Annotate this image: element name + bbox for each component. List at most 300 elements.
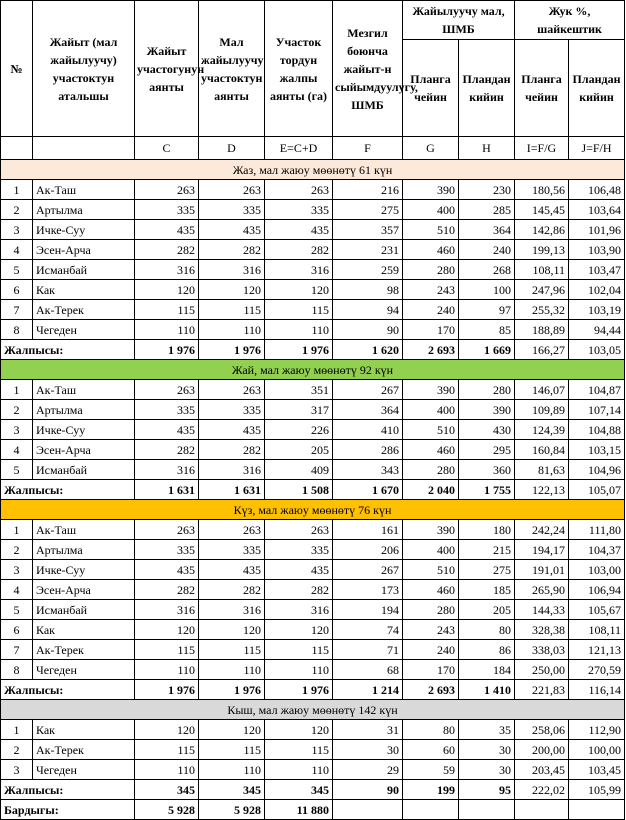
table-row [1,420,625,440]
table-cell: 191,01 [515,560,569,580]
table-cell: 115 [199,300,265,320]
table-cell: 194 [333,600,403,620]
table-cell: 285 [459,200,515,220]
total-cell: 90 [333,780,403,800]
table-cell: 263 [199,180,265,200]
table-row [1,580,625,600]
table-cell: Эсен-Арча [33,580,135,600]
table-cell: 161 [333,520,403,540]
table-cell: Эсен-Арча [33,440,135,460]
total-row [1,340,625,360]
table-cell: 103,00 [569,560,625,580]
table-cell: 435 [265,220,333,240]
table-cell: 316 [265,260,333,280]
table-cell: 282 [265,580,333,600]
table-cell: 101,96 [569,220,625,240]
table-cell: 317 [265,400,333,420]
total-cell: 345 [199,780,265,800]
table-cell: 4 [1,580,33,600]
header-ij-group: Жук %, шайкештик [515,1,625,40]
table-cell: 1 [1,380,33,400]
table-cell: 460 [403,440,459,460]
table-cell: 510 [403,220,459,240]
table-cell: 184 [459,660,515,680]
table-cell: 120 [265,720,333,740]
table-cell: 247,96 [515,280,569,300]
table-cell: 5 [1,460,33,480]
table-cell: 30 [459,740,515,760]
table-cell: 7 [1,300,33,320]
section-header-row [1,360,625,380]
table-cell: 86 [459,640,515,660]
section-title: Жай, мал жаюу мөөнөтү 92 күн [1,360,625,380]
table-cell: Исманбай [33,600,135,620]
header-code-blank1 [1,137,33,160]
table-cell: 104,96 [569,460,625,480]
table-cell: 180,56 [515,180,569,200]
table-cell: Ак-Таш [33,180,135,200]
header-no: № [1,1,33,137]
table-cell: 351 [265,380,333,400]
table-cell: 80 [459,620,515,640]
total-cell: 103,05 [569,340,625,360]
total-cell: 1 976 [135,680,199,700]
table-row [1,600,625,620]
table-cell: 111,80 [569,520,625,540]
table-cell: 103,47 [569,260,625,280]
table-cell: 170 [403,660,459,680]
table-row [1,220,625,240]
table-cell: 338,03 [515,640,569,660]
table-cell: 2 [1,540,33,560]
total-label: Жалпысы: [1,340,135,360]
header-i: Планга чейин [515,40,569,137]
total-cell: 345 [135,780,199,800]
table-cell: 5 [1,600,33,620]
table-cell: 435 [135,220,199,240]
table-cell: 109,89 [515,400,569,420]
table-cell: 328,38 [515,620,569,640]
table-cell: 194,17 [515,540,569,560]
grand-total-cell [515,800,569,820]
table-cell: 120 [135,280,199,300]
total-cell: 95 [459,780,515,800]
table-cell: 275 [333,200,403,220]
header-f: Мезгил боюнча жайыт-н сыйымдуулугу, ШМБ [333,1,403,137]
table-body [1,160,625,820]
table-cell: Артылма [33,200,135,220]
header-code-j: J=F/H [569,137,625,160]
table-row [1,640,625,660]
table-cell: 110 [199,660,265,680]
header-code-blank2 [33,137,135,160]
total-label: Жалпысы: [1,680,135,700]
table-cell: 409 [265,460,333,480]
table-cell: 268 [459,260,515,280]
table-cell: 146,07 [515,380,569,400]
table-cell: 115 [135,640,199,660]
total-row [1,680,625,700]
table-cell: Ак-Таш [33,520,135,540]
table-row [1,520,625,540]
section-header-row [1,160,625,180]
table-cell: 104,87 [569,380,625,400]
table-row [1,540,625,560]
table-cell: 124,39 [515,420,569,440]
table-row [1,200,625,220]
table-cell: 390 [403,520,459,540]
table-cell: 103,19 [569,300,625,320]
grand-total-cell [459,800,515,820]
table-cell: 71 [333,640,403,660]
table-cell: 103,15 [569,440,625,460]
table-cell: 3 [1,420,33,440]
table-cell: 2 [1,200,33,220]
table-row [1,740,625,760]
table-cell: Как [33,620,135,640]
table-header [1,1,625,160]
total-label: Жалпысы: [1,480,135,500]
section-title: Жаз, мал жаюу мөөнөтү 61 күн [1,160,625,180]
table-cell: 316 [265,600,333,620]
table-cell: 104,88 [569,420,625,440]
header-gh-group: Жайылуучу мал, ШМБ [403,1,515,40]
table-cell: 364 [333,400,403,420]
table-cell: 390 [403,180,459,200]
total-cell: 1 976 [199,340,265,360]
table-cell: 280 [459,380,515,400]
total-cell: 122,13 [515,480,569,500]
header-code-i: I=F/G [515,137,569,160]
table-cell: 103,45 [569,760,625,780]
table-cell: 120 [199,280,265,300]
table-cell: 115 [135,300,199,320]
table-cell: 216 [333,180,403,200]
table-cell: 81,63 [515,460,569,480]
total-cell: 116,14 [569,680,625,700]
table-cell: 199,13 [515,240,569,260]
table-cell: 357 [333,220,403,240]
table-cell: 59 [403,760,459,780]
total-cell: 1 755 [459,480,515,500]
table-cell: 335 [199,400,265,420]
table-cell: 5 [1,260,33,280]
table-cell: 360 [459,460,515,480]
table-cell: 240 [403,300,459,320]
table-row [1,560,625,580]
table-cell: Ичке-Суу [33,560,135,580]
header-e: Участок тордун жалпы аянты (га) [265,1,333,137]
table-row [1,620,625,640]
table-cell: 1 [1,180,33,200]
table-cell: 200,00 [515,740,569,760]
table-cell: Чегеден [33,320,135,340]
total-cell: 166,27 [515,340,569,360]
table-cell: 30 [333,740,403,760]
table-cell: 460 [403,580,459,600]
table-row [1,320,625,340]
table-cell: 74 [333,620,403,640]
table-cell: 108,11 [569,620,625,640]
table-row [1,280,625,300]
table-cell: Ак-Терек [33,740,135,760]
table-cell: 335 [265,540,333,560]
table-cell: 335 [135,200,199,220]
table-cell: 68 [333,660,403,680]
table-cell: 435 [199,420,265,440]
table-row [1,260,625,280]
table-cell: 1 [1,520,33,540]
table-cell: 107,14 [569,400,625,420]
table-cell: 335 [135,540,199,560]
table-cell: 335 [199,540,265,560]
table-cell: 106,48 [569,180,625,200]
total-cell: 1 631 [199,480,265,500]
table-cell: Артылма [33,540,135,560]
total-cell: 1 976 [199,680,265,700]
table-cell: 243 [403,280,459,300]
table-cell: 258,06 [515,720,569,740]
table-cell: 115 [265,640,333,660]
table-cell: 3 [1,760,33,780]
table-cell: 295 [459,440,515,460]
table-cell: 160,84 [515,440,569,460]
table-cell: 510 [403,560,459,580]
table-row [1,460,625,480]
table-cell: 94,44 [569,320,625,340]
table-cell: 282 [135,240,199,260]
table-cell: 316 [135,460,199,480]
table-cell: 120 [199,620,265,640]
total-cell: 2 693 [403,340,459,360]
table-cell: 110 [199,320,265,340]
header-code-f: F [333,137,403,160]
table-cell: 267 [333,560,403,580]
table-cell: 282 [199,580,265,600]
table-cell: 110 [135,320,199,340]
total-cell: 1 508 [265,480,333,500]
table-cell: 243 [403,620,459,640]
table-cell: 6 [1,280,33,300]
total-cell: 105,99 [569,780,625,800]
table-cell: 203,45 [515,760,569,780]
table-cell: 250,00 [515,660,569,680]
total-cell: 2 040 [403,480,459,500]
total-cell: 1 620 [333,340,403,360]
header-code-c: C [135,137,199,160]
table-cell: 108,11 [515,260,569,280]
total-cell: 1 410 [459,680,515,700]
table-cell: 2 [1,740,33,760]
grand-total-cell [403,800,459,820]
table-cell: Артылма [33,400,135,420]
table-cell: 316 [135,600,199,620]
table-cell: 510 [403,420,459,440]
table-cell: 282 [135,440,199,460]
table-cell: Ак-Терек [33,640,135,660]
table-cell: 282 [265,240,333,260]
table-row [1,720,625,740]
section-header-row [1,700,625,720]
table-cell: Чегеден [33,660,135,680]
table-row [1,400,625,420]
table-cell: 430 [459,420,515,440]
table-cell: 335 [135,400,199,420]
table-cell: 280 [403,260,459,280]
table-cell: 85 [459,320,515,340]
table-cell: 231 [333,240,403,260]
table-cell: 263 [199,520,265,540]
header-code-h: H [459,137,515,160]
section-header-row [1,500,625,520]
table-cell: 185 [459,580,515,600]
table-row [1,380,625,400]
table-cell: Как [33,720,135,740]
table-cell: 263 [135,380,199,400]
total-cell: 105,07 [569,480,625,500]
table-cell: Ак-Терек [33,300,135,320]
table-cell: 173 [333,580,403,600]
grand-total-cell [333,800,403,820]
table-cell: 102,04 [569,280,625,300]
table-cell: 105,67 [569,600,625,620]
total-row [1,780,625,800]
table-cell: 110 [265,660,333,680]
table-cell: 30 [459,760,515,780]
table-cell: 275 [459,560,515,580]
table-cell: 145,45 [515,200,569,220]
table-cell: 400 [403,400,459,420]
table-cell: 265,90 [515,580,569,600]
table-cell: Чегеден [33,760,135,780]
table-cell: 120 [265,280,333,300]
table-cell: 60 [403,740,459,760]
table-cell: 97 [459,300,515,320]
table-cell: 267 [333,380,403,400]
table-cell: 282 [199,240,265,260]
table-cell: 282 [199,440,265,460]
table-cell: Исманбай [33,260,135,280]
table-cell: 263 [265,520,333,540]
table-cell: 400 [403,540,459,560]
table-cell: 90 [333,320,403,340]
table-cell: Эсен-Арча [33,240,135,260]
header-code-e: E=C+D [265,137,333,160]
grand-total-label: Бардыгы: [1,800,135,820]
table-cell: 226 [265,420,333,440]
table-row [1,440,625,460]
table-cell: 286 [333,440,403,460]
table-cell: Ак-Таш [33,380,135,400]
table-cell: 4 [1,440,33,460]
header-code-d: D [199,137,265,160]
table-cell: 460 [403,240,459,260]
table-cell: 280 [403,600,459,620]
header-h: Пландан кийин [459,40,515,137]
table-cell: 103,90 [569,240,625,260]
table-cell: 35 [459,720,515,740]
table-cell: 142,86 [515,220,569,240]
table-cell: 263 [265,180,333,200]
table-cell: 240 [403,640,459,660]
table-cell: 180 [459,520,515,540]
total-cell: 1 214 [333,680,403,700]
total-cell: 199 [403,780,459,800]
table-cell: 205 [459,600,515,620]
table-cell: 110 [265,320,333,340]
table-cell: 7 [1,640,33,660]
table-cell: 94 [333,300,403,320]
table-cell: 29 [333,760,403,780]
header-code-g: G [403,137,459,160]
table-cell: 3 [1,220,33,240]
table-cell: 120 [135,720,199,740]
table-cell: 8 [1,660,33,680]
table-cell: 316 [199,600,265,620]
table-cell: 112,90 [569,720,625,740]
table-cell: Ичке-Суу [33,220,135,240]
table-cell: 435 [135,560,199,580]
table-cell: 390 [459,400,515,420]
table-cell: 2 [1,400,33,420]
total-cell: 1 976 [265,680,333,700]
table-cell: 120 [199,720,265,740]
table-cell: 110 [135,760,199,780]
table-cell: 435 [199,560,265,580]
table-cell: 170 [403,320,459,340]
table-cell: 100 [459,280,515,300]
table-cell: 115 [199,740,265,760]
table-cell: 263 [135,520,199,540]
grand-total-cell: 5 928 [135,800,199,820]
total-cell: 1 976 [135,340,199,360]
table-row [1,180,625,200]
table-cell: 100,00 [569,740,625,760]
table-cell: 115 [265,740,333,760]
table-cell: 205 [265,440,333,460]
total-cell: 345 [265,780,333,800]
table-cell: 110 [199,760,265,780]
table-cell: 263 [199,380,265,400]
table-cell: 1 [1,720,33,740]
table-cell: Исманбай [33,460,135,480]
table-cell: 335 [265,200,333,220]
table-cell: 263 [135,180,199,200]
table-cell: 206 [333,540,403,560]
table-cell: 230 [459,180,515,200]
section-title: Кыш, мал жаюу мөөнөтү 142 күн [1,700,625,720]
grand-total-cell: 5 928 [199,800,265,820]
header-j: Пландан кийин [569,40,625,137]
table-cell: 316 [199,460,265,480]
table-row [1,660,625,680]
table-cell: 120 [135,620,199,640]
table-cell: 103,64 [569,200,625,220]
total-cell: 222,02 [515,780,569,800]
table-cell: 115 [265,300,333,320]
total-cell: 1 670 [333,480,403,500]
header-name: Жайыт (мал жайылуучу) участоктун атальшы [33,1,135,137]
header-c: Жайыт участогунун аянты [135,1,199,137]
table-cell: 98 [333,280,403,300]
table-cell: 435 [265,560,333,580]
grand-total-row [1,800,625,820]
total-row [1,480,625,500]
table-cell: 316 [199,260,265,280]
table-cell: 110 [135,660,199,680]
grand-total-cell: 11 880 [265,800,333,820]
total-label: Жалпысы: [1,780,135,800]
